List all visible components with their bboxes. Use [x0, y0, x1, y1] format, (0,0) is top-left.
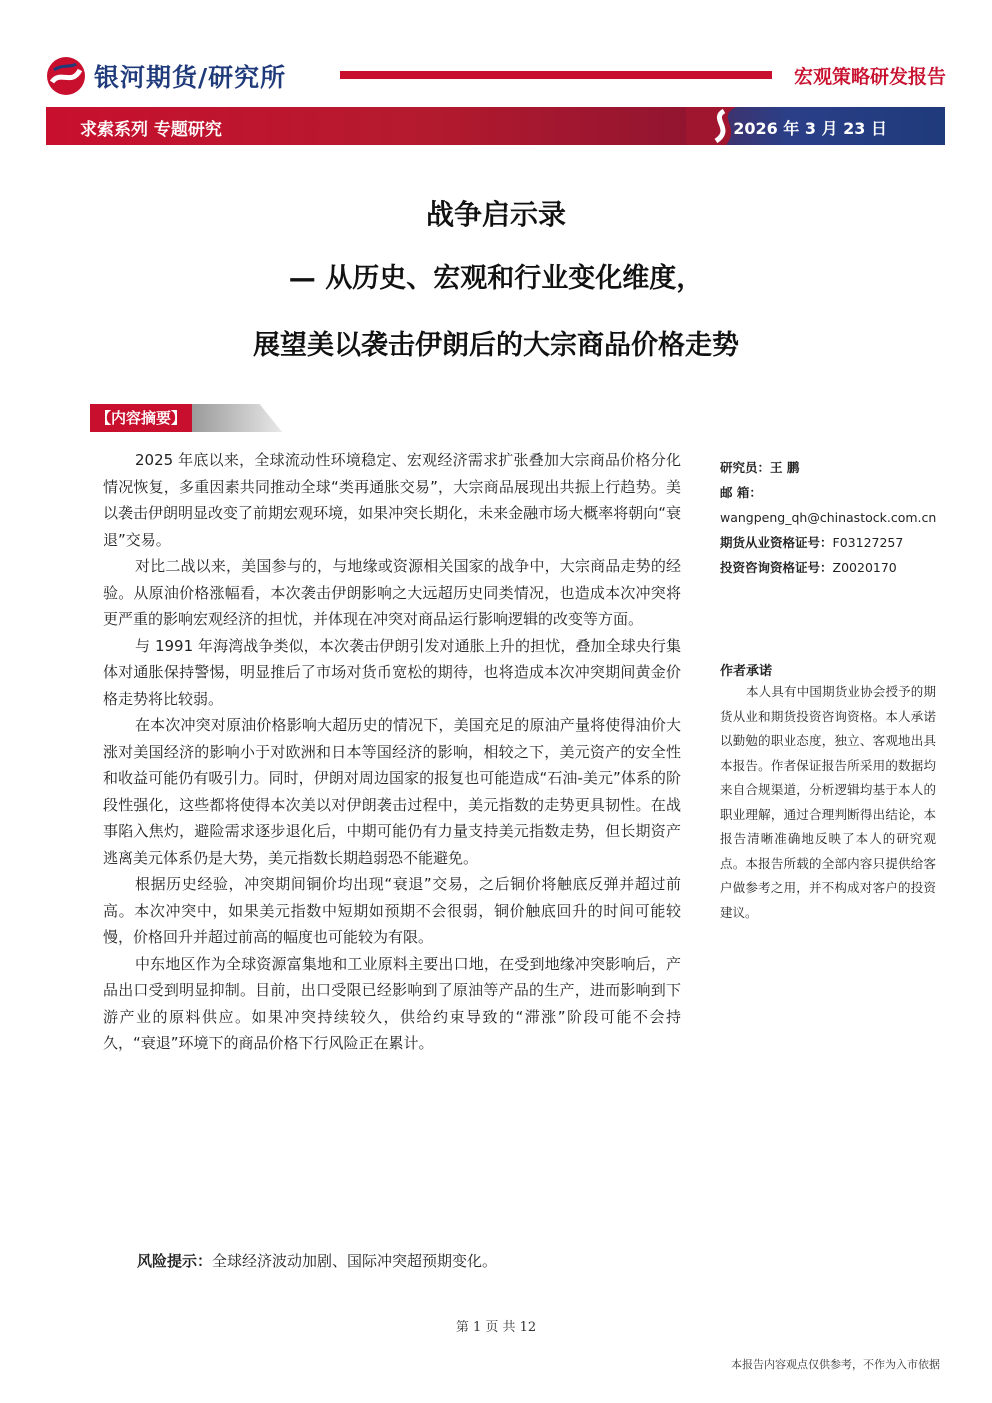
brand-label: 银河期货: [94, 63, 199, 92]
risk-label: 风险提示：: [137, 1252, 213, 1270]
summary-paragraph: 与 1991 年海湾战争类似，本次袭击伊朗引发对通胀上升的担忧，叠加全球央行集体对通胀保持警惕，明显推后了市场对货币宽松的期待，也将造成本次冲突期间黄金价格走势将比较弱。: [103, 636, 681, 708]
email-label: 邮 箱：: [720, 485, 762, 500]
brand-name: [94, 58, 286, 94]
summary-paragraph: 对比二战以来，美国参与的，与地缘或资源相关国家的战争中，大宗商品走势的经验。从原油价格涨幅看，本次袭击伊朗影响之大远超历史同类情况，也造成本次冲突将更严重的影响宏观经济的担忧，并体现在冲突对商品运行影响逻辑的改变等方面。: [103, 557, 681, 628]
report-subtitle-line1: — 从历史、宏观和行业变化维度，: [288, 263, 704, 294]
series-banner: [46, 107, 945, 145]
summary-label: 【内容摘要】: [90, 404, 192, 432]
futures-cert-label: 期货从业资格证号：: [720, 535, 833, 550]
summary-paragraph: 中东地区作为全球资源富集地和工业原料主要出口地，在受到地缘冲突影响后，产品出口受到明显抑制。目前，出口受限已经影响到了原油等产品的生产，进而影响到下游产业的原料供应。如果冲突持续较久，供给约束导致的“滞涨”阶段可能不会持久，“衰退”环境下的商品价格下行风险正在累计。: [103, 954, 681, 1052]
page-number: 第 1 页 共 12: [455, 1320, 537, 1335]
report-subtitle-line2: 展望美以袭击伊朗后的大宗商品价格走势: [253, 330, 739, 361]
galaxy-logo-icon: [46, 56, 86, 96]
email-value: wangpeng_qh@chinastock.com.cn: [720, 510, 937, 525]
summary-tag-tail: [192, 404, 282, 432]
risk-warning: [137, 1250, 497, 1271]
pledge-text: 本人具有中国期货业协会授予的期货从业和期货投资咨询资格。本人承诺以勤勉的职业态度，独立、客观地出具本报告。作者保证报告所采用的数据均来自合规渠道，分析逻辑均基于本人的职业理解，通过合理判断得出结论，本报告清晰准确地反映了本人的研究观点。本报告所载的全部内容只提供给客户做参考之用，并不构成对客户的投资建议。: [720, 684, 936, 920]
researcher-label: 研究员：: [720, 460, 771, 475]
summary-body: [103, 447, 681, 1057]
invest-cert-value: Z0020170: [832, 560, 897, 575]
brand-logo: [46, 56, 336, 96]
pledge-title: 作者承诺: [720, 664, 773, 679]
invest-cert-row: [720, 555, 942, 580]
report-date: 2026 年 3 月 23 日: [733, 119, 887, 138]
invest-cert-label: 投资咨询资格证号：: [720, 560, 833, 575]
researcher-row: [720, 455, 942, 480]
summary-tag: [90, 404, 282, 432]
header-red-bar: [340, 71, 772, 79]
series-label: 求索系列 专题研究: [80, 120, 222, 140]
summary-paragraph: 根据历史经验，冲突期间铜价均出现“衰退”交易，之后铜价将触底反弹并超过前高。本次冲突中，如果美元指数中短期如预期不会很弱，铜价触底回升的时间可能较慢，价格回升并超过前高的幅度也可能较为有限。: [103, 875, 681, 946]
summary-paragraph: 在本次冲突对原油价格影响大超历史的情况下，美国充足的原油产量将使得油价大涨对美国经济的影响小于对欧洲和日本等国经济的影响，相较之下，美元资产的安全性和收益可能仍有吸引力。同时，伊朗对周边国家的报复也可能造成“石油-美元”体系的阶段性强化，这些都将使得本次美以对伊朗袭击过程中，美元指数的走势更具韧性。在战事陷入焦灼，避险需求逐步退化后，中期可能仍有力量支持美元指数走势，但长期资产逃离美元体系仍是大势，美元指数长期趋弱恐不能避免。: [103, 716, 681, 867]
institute-label: /研究所: [198, 63, 287, 92]
report-type: 宏观策略研发报告: [793, 66, 946, 88]
email-row: [720, 480, 942, 505]
futures-cert-value: F03127257: [832, 535, 904, 550]
footer-disclaimer: 本报告内容观点仅供参考，不作为入市依据: [731, 1358, 940, 1371]
futures-cert-row: [720, 530, 942, 555]
author-info: [720, 455, 942, 580]
report-title: 战争启示录: [425, 198, 566, 231]
risk-text: 全球经济波动加剧、国际冲突超预期变化。: [212, 1252, 498, 1270]
researcher-name: 王 鹏: [770, 460, 800, 475]
summary-paragraph: 2025 年底以来，全球流动性环境稳定、宏观经济需求扩张叠加大宗商品价格分化情况恢复，多重因素共同推动全球“类再通胀交易”，大宗商品展现出共振上行趋势。美以袭击伊朗明显改变了前期宏观环境，如果冲突长期化，未来金融市场大概率将朝向“衰退”交易。: [103, 451, 681, 549]
